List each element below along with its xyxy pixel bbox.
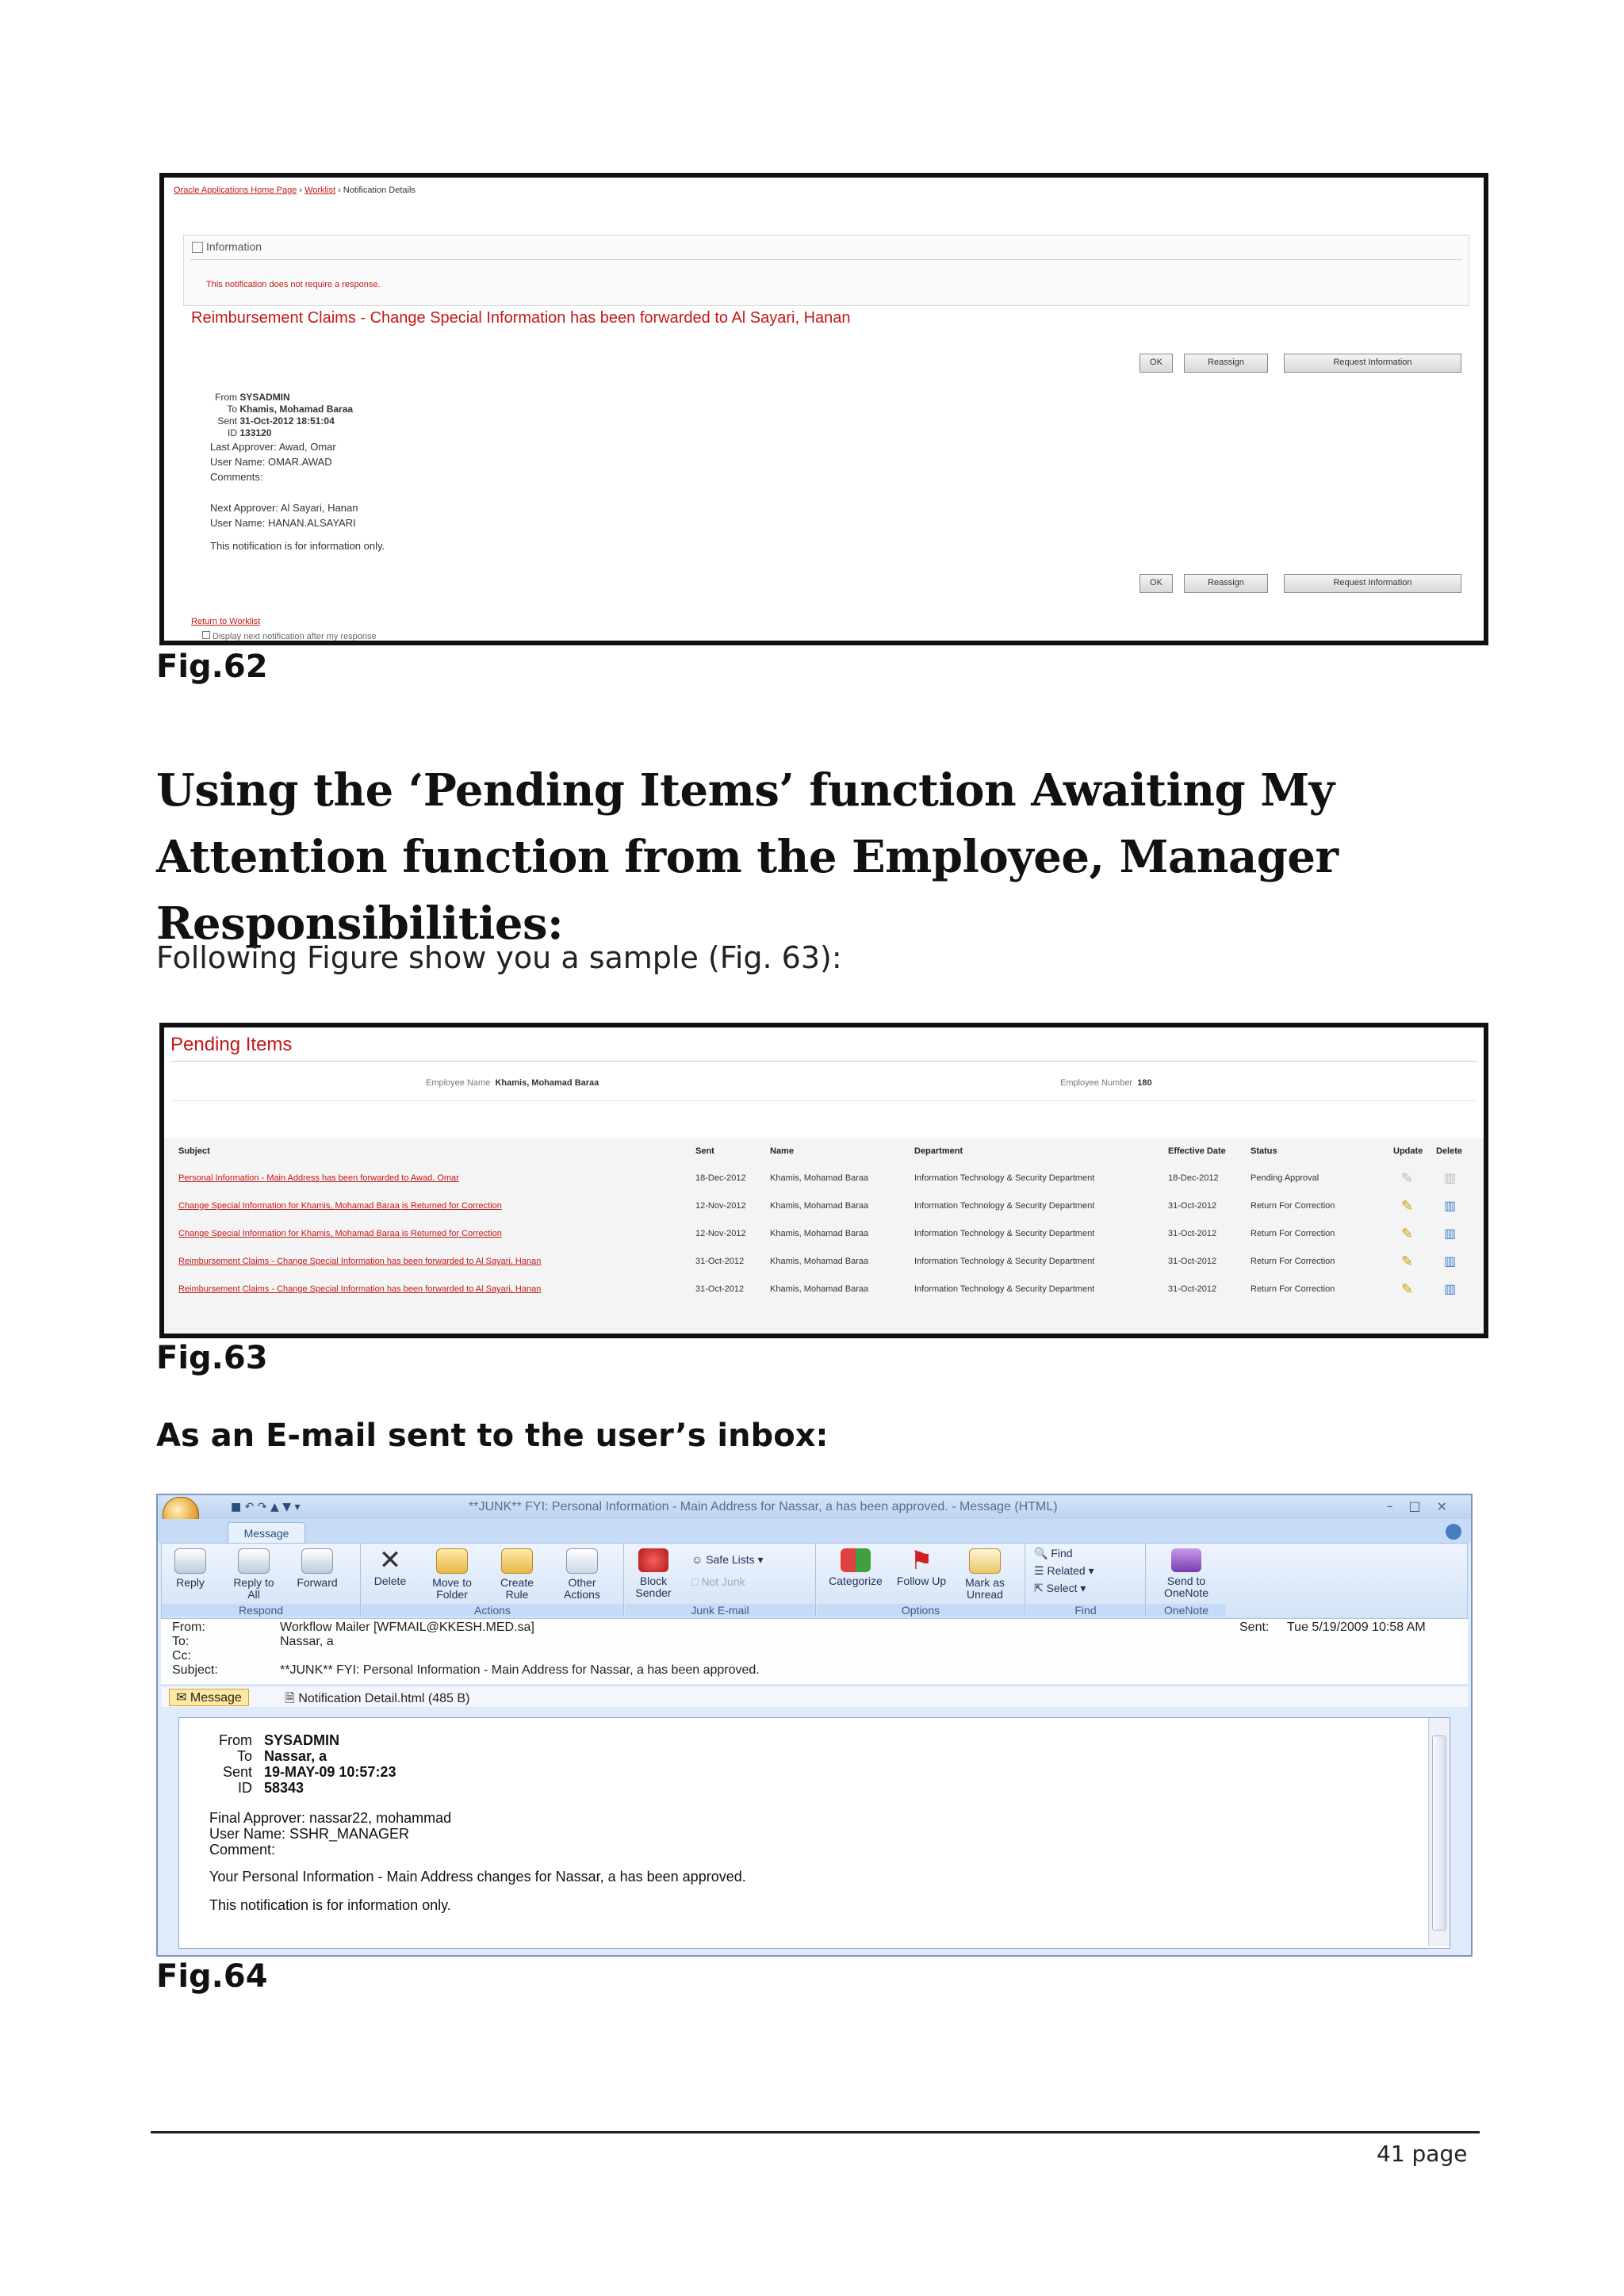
delete-trash-icon[interactable]: ▥ <box>1444 1172 1457 1185</box>
ribbon-group-actions: ✕ Delete Move to Folder Create Rule Other Actions Actions <box>362 1544 624 1617</box>
fig64-screenshot <box>156 1494 1473 1957</box>
flag-icon: ⚑ <box>910 1546 933 1575</box>
folder-icon <box>436 1548 468 1574</box>
update-pencil-icon[interactable]: ✎ <box>1401 1253 1414 1269</box>
info-icon <box>192 242 203 253</box>
message-body <box>178 1717 1450 1949</box>
notification-headline: Reimbursement Claims - Change Special Information has been forwarded to Al Sayari, Hanan <box>191 309 851 327</box>
cell-sent: 31-Oct-2012 <box>695 1257 745 1266</box>
categorize-button[interactable]: Categorize <box>820 1548 891 1587</box>
section-heading: Using the ‘Pending Items’ function Awaiting My Attention function from the Employee, Manager Responsibilities: <box>156 764 1339 950</box>
table-row <box>175 1165 1473 1192</box>
reassign-button-bottom[interactable]: Reassign <box>1184 574 1268 593</box>
info-title: Information <box>192 240 262 253</box>
cell-name: Khamis, Mohamad Baraa <box>770 1229 869 1238</box>
sent-value: Tue 5/19/2009 10:58 AM <box>1287 1621 1426 1634</box>
cell-subject[interactable]: Reimbursement Claims - Change Special Information has been forwarded to Al Sayari, Hanan <box>178 1257 542 1266</box>
to-value: Nassar, a <box>280 1635 334 1648</box>
pending-items-table <box>164 1138 1484 1337</box>
window-title: **JUNK** FYI: Personal Information - Main Address for Nassar, a has been approved. - Message (HTML) <box>469 1500 1058 1513</box>
cell-dept: Information Technology & Security Department <box>914 1229 1095 1238</box>
categorize-icon <box>841 1548 871 1572</box>
cell-dept: Information Technology & Security Department <box>914 1201 1095 1211</box>
outlook-titlebar <box>158 1495 1471 1519</box>
cell-eff: 31-Oct-2012 <box>1168 1257 1217 1266</box>
body-message: Your Personal Information - Main Address changes for Nassar, a has been approved. <box>209 1869 746 1885</box>
from-value: Workflow Mailer [WFMAIL@KKESH.MED.sa] <box>280 1621 534 1634</box>
cell-subject[interactable]: Personal Information - Main Address has been forwarded to Awad, Omar <box>178 1173 459 1183</box>
table-row <box>175 1221 1473 1248</box>
help-icon[interactable] <box>1446 1524 1461 1540</box>
safe-lists-button[interactable]: ☺ Safe Lists ▾ <box>691 1553 764 1566</box>
breadcrumb-current: Notification Details <box>343 186 416 195</box>
onenote-icon <box>1171 1548 1201 1572</box>
ribbon-group-options: Categorize ⚑ Follow Up Mark as Unread Options <box>817 1544 1025 1617</box>
cell-eff: 31-Oct-2012 <box>1168 1201 1217 1211</box>
table-header: Subject Sent Name Department Effective Date Status Update Delete <box>178 1146 1463 1156</box>
quick-access-toolbar[interactable]: ■ ↶ ↷ ▲ ▼ ▾ <box>231 1501 301 1513</box>
ribbon-group-junk: Block Sender ☺ Safe Lists ▾ □ Not Junk Junk E-mail <box>625 1544 816 1617</box>
reply-icon <box>174 1548 206 1574</box>
cell-name: Khamis, Mohamad Baraa <box>770 1257 869 1266</box>
table-row <box>175 1276 1473 1303</box>
other-actions-icon <box>566 1548 598 1574</box>
reply-all-icon <box>238 1548 270 1574</box>
cell-eff: 31-Oct-2012 <box>1168 1229 1217 1238</box>
cell-status: Return For Correction <box>1251 1229 1335 1238</box>
message-header: From: Workflow Mailer [WFMAIL@KKESH.MED.sa] To: Nassar, a Cc: Subject: **JUNK** FYI: Personal Information - Main Address for Nassar, a has been approved. Sent: Tue 5/19/2009 10:58 AM <box>161 1619 1468 1684</box>
related-button[interactable]: ☰ Related ▾ <box>1034 1564 1094 1577</box>
ok-button-top[interactable]: OK <box>1139 354 1173 373</box>
delete-trash-icon[interactable]: ▥ <box>1444 1255 1457 1269</box>
ok-button-bottom[interactable]: OK <box>1139 574 1173 593</box>
cell-sent: 31-Oct-2012 <box>695 1284 745 1294</box>
employee-number-row: Employee Number 180 <box>1060 1078 1152 1088</box>
reassign-button-top[interactable]: Reassign <box>1184 354 1268 373</box>
ribbon-group-find: 🔍 Find ☰ Related ▾ ⇱ Select ▾ Find <box>1026 1544 1146 1617</box>
body-lines: Final Approver: nassar22, mohammad User Name: SSHR_MANAGER Comment: <box>209 1810 452 1858</box>
ribbon <box>161 1543 1468 1619</box>
rule-icon <box>501 1548 533 1574</box>
send-to-onenote-button[interactable]: Send to OneNote <box>1158 1548 1215 1599</box>
not-junk-button[interactable]: □ Not Junk <box>691 1575 745 1588</box>
forward-icon <box>301 1548 333 1574</box>
pending-items-title: Pending Items <box>170 1034 293 1055</box>
block-sender-icon <box>638 1548 668 1572</box>
email-heading: As an E-mail sent to the user’s inbox: <box>156 1418 829 1454</box>
attachments-bar <box>161 1686 1468 1707</box>
cell-subject[interactable]: Change Special Information for Khamis, Mohamad Baraa is Returned for Correction <box>178 1229 502 1238</box>
cell-sent: 12-Nov-2012 <box>695 1201 746 1211</box>
fig63-caption: Fig.63 <box>156 1340 268 1376</box>
forward-button[interactable]: Forward <box>292 1548 343 1589</box>
cell-status: Pending Approval <box>1251 1173 1320 1183</box>
ribbon-group-respond: Reply Reply to All Forward Respond <box>162 1544 361 1617</box>
cell-subject[interactable]: Change Special Information for Khamis, Mohamad Baraa is Returned for Correction <box>178 1201 502 1211</box>
notification-attachment[interactable]: 🗎 Notification Detail.html (485 B) <box>285 1692 470 1705</box>
cell-status: Return For Correction <box>1251 1201 1335 1211</box>
footer-rule <box>151 2131 1480 2133</box>
fig63-screenshot <box>159 1023 1488 1338</box>
delete-trash-icon[interactable]: ▥ <box>1444 1200 1457 1213</box>
table-row <box>175 1249 1473 1276</box>
window-controls[interactable]: –□× <box>1386 1498 1463 1513</box>
body-scrollbar[interactable] <box>1428 1718 1450 1946</box>
update-pencil-icon[interactable]: ✎ <box>1401 1226 1414 1242</box>
fig62-caption: Fig.62 <box>156 649 268 685</box>
delete-icon: ✕ <box>378 1545 402 1575</box>
follow-up-button[interactable]: ⚑ Follow Up <box>896 1546 947 1587</box>
body-meta: From SYSADMIN To Nassar, a Sent 19-MAY-09 10:57:23 ID 58343 <box>219 1732 396 1796</box>
envelope-icon <box>969 1548 1001 1574</box>
cell-subject[interactable]: Reimbursement Claims - Change Special Information has been forwarded to Al Sayari, Hanan <box>178 1284 542 1294</box>
cell-eff: 18-Dec-2012 <box>1168 1173 1219 1183</box>
other-actions-button[interactable]: Other Actions <box>557 1548 607 1601</box>
breadcrumb: Oracle Applications Home Page › Worklist › Notification Details <box>174 186 416 195</box>
create-rule-button[interactable]: Create Rule <box>492 1548 542 1601</box>
fig64-caption: Fig.64 <box>156 1958 268 1995</box>
mark-unread-button[interactable]: Mark as Unread <box>959 1548 1010 1601</box>
fig62-screenshot <box>159 173 1488 645</box>
intro-text: Following Figure show you a sample (Fig. 63): <box>156 940 842 975</box>
cell-dept: Information Technology & Security Department <box>914 1257 1095 1266</box>
tab-message[interactable]: Message <box>228 1522 305 1544</box>
table-row <box>175 1193 1473 1220</box>
find-button[interactable]: 🔍 Find <box>1034 1547 1073 1559</box>
return-to-worklist-link[interactable]: Return to Worklist <box>191 617 261 626</box>
cell-eff: 31-Oct-2012 <box>1168 1284 1217 1294</box>
delete-trash-icon[interactable]: ▥ <box>1444 1283 1457 1296</box>
info-box <box>183 235 1469 306</box>
info-only-note: This notification is for information only. <box>210 540 385 552</box>
cell-status: Return For Correction <box>1251 1284 1335 1294</box>
employee-name-row: Employee Name Khamis, Mohamad Baraa <box>426 1078 599 1088</box>
display-next-checkbox-label[interactable]: Display next notification after my response <box>202 631 377 641</box>
cell-name: Khamis, Mohamad Baraa <box>770 1201 869 1211</box>
cell-sent: 18-Dec-2012 <box>695 1173 746 1183</box>
update-pencil-icon[interactable]: ✎ <box>1401 1198 1414 1214</box>
move-to-folder-button[interactable]: Move to Folder <box>427 1548 477 1601</box>
delete-trash-icon[interactable]: ▥ <box>1444 1227 1457 1241</box>
body-note: This notification is for information only. <box>209 1897 451 1913</box>
breadcrumb-home-link[interactable]: Oracle Applications Home Page <box>174 186 297 195</box>
cell-dept: Information Technology & Security Department <box>914 1173 1095 1183</box>
ribbon-group-onenote: Send to OneNote OneNote <box>1147 1544 1226 1617</box>
scroll-thumb[interactable] <box>1432 1735 1446 1931</box>
delete-button[interactable]: ✕ Delete <box>373 1545 407 1587</box>
cell-name: Khamis, Mohamad Baraa <box>770 1173 869 1183</box>
select-button[interactable]: ⇱ Select ▾ <box>1034 1582 1086 1594</box>
request-info-button-bottom[interactable]: Request Information <box>1284 574 1461 593</box>
info-text: This notification does not require a response. <box>206 280 381 289</box>
cell-dept: Information Technology & Security Department <box>914 1284 1095 1294</box>
notification-meta: From SYSADMIN To Khamis, Mohamad Baraa Sent 31-Oct-2012 18:51:04 ID 133120 Last Approver: Awad, Omar User Name: OMAR.AWAD Comments: Next Approver: Al Sayari, Hanan User Name: HANAN.ALSAYARI This notification is for information only. <box>210 392 385 552</box>
cell-status: Return For Correction <box>1251 1257 1335 1266</box>
page-number: 41 page <box>1377 2141 1468 2167</box>
block-sender-button[interactable]: Block Sender <box>628 1548 679 1599</box>
update-pencil-icon[interactable]: ✎ <box>1401 1170 1414 1186</box>
update-pencil-icon[interactable]: ✎ <box>1401 1281 1414 1297</box>
breadcrumb-worklist-link[interactable]: Worklist <box>304 186 336 195</box>
reply-button[interactable]: Reply <box>165 1548 216 1589</box>
subject-value: **JUNK** FYI: Personal Information - Main Address for Nassar, a has been approved. <box>280 1663 760 1677</box>
cell-name: Khamis, Mohamad Baraa <box>770 1284 869 1294</box>
request-info-button-top[interactable]: Request Information <box>1284 354 1461 373</box>
reply-all-button[interactable]: Reply to All <box>228 1548 279 1601</box>
message-attachment-tab[interactable]: ✉ Message <box>169 1689 249 1706</box>
cell-sent: 12-Nov-2012 <box>695 1229 746 1238</box>
